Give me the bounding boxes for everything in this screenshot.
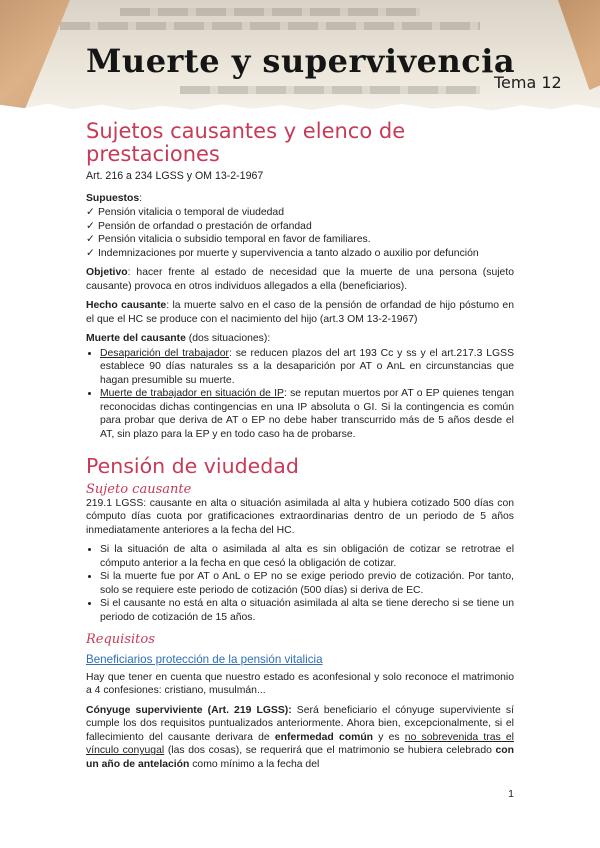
bold-run: enfermedad común [274,731,374,743]
situaciones-list [86,347,514,442]
situacion-text: : se reducen plazos del art 193 Cc y ss y el art.217.3 LGSS establece 90 días naturales ss a la desaparición por AT o AnL en circunstancias que hagan presumible su muerte. [100,347,514,386]
paragraph: 219.1 LGSS: causante en alta o situación asimilada al alta y hubiera cotizado 500 días con cómputo días cuota por gratificaciones extraordinarias dentro de un periodo de 5 años inmediatamente anteriores a la fecha del HC. [86,497,514,536]
subheading-sujeto-causante: Sujeto causante [86,481,192,497]
torn-paper-decoration [540,0,600,112]
objetivo-paragraph [86,266,514,293]
list-item: ✓ Indemnizaciones por muerte y supervivencia a tanto alzado o auxilio por defunción [86,247,514,261]
conyuge-paragraph [86,704,514,772]
newspaper-texture [120,8,420,16]
list-item: ✓ Pensión de orfandad o prestación de orfandad [86,220,514,234]
situacion-label: Desaparición del trabajador [100,347,229,359]
conyuge-label: Cónyuge superviviente (Art. 219 LGSS): [86,704,292,716]
text-run: (las dos cosas), se requerirá que el matrimonio se hubiera celebrado [164,745,496,757]
situacion-label: Muerte de trabajador en situación de IP [100,388,284,400]
supuestos-heading [86,192,514,206]
list-item: • Si la muerte fue por AT o AnL o EP no se exige periodo previo de cotización. Por tanto, solo se requiere este periodo de cotización (500 días) si deriva de EC. [100,570,514,597]
torn-paper-decoration [0,0,70,112]
list-item [100,347,514,388]
muerte-text: (dos situaciones): [185,333,271,345]
list-item [100,387,514,441]
objetivo-text: : hacer frente al estado de necesidad que la muerte de una persona (sujeto causante) provoca en otros individuos allegados a ella (beneficiarios). [86,267,514,292]
underlined-run: no sobrevenida tras el vínculo conyugal [86,731,514,757]
topic-number: Tema 12 [494,73,562,92]
beneficiarios-link[interactable]: Beneficiarios protección de la pensión vitalicia [86,653,323,667]
list-item: • Si la situación de alta o asimilada al alta es sin obligación de cotizar se retrotrae el cómputo anterior a la fecha en que cesó la obligación de cotizar. [100,543,514,570]
list-item: ✓ Pensión vitalicia o temporal de viudedad [86,206,514,220]
muerte-causante-heading [86,332,514,346]
text-run: Será beneficiario el cónyuge superviviente sí cumple los dos requisitos puntualizados anteriormente. Ahora bien, excepcionalmente, si el fallecimiento del causante derivara de [86,704,514,743]
causante-list [86,543,514,624]
objetivo-label: Objetivo [86,267,128,279]
section-heading: Sujetos causantes y elenco de prestaciones [86,119,406,167]
section-heading: Pensión de viudedad [86,454,299,479]
newspaper-texture [60,22,480,30]
list-item: • Si el causante no está en alta o situación asimilada al alta se tiene derecho si se tiene un periodo de cotización de 15 años. [100,597,514,624]
hecho-causante-paragraph [86,299,514,326]
hecho-label: Hecho causante [86,300,167,312]
situacion-text: : se reputan muertos por AT o EP quienes tengan reconocidas dichas contingencias en una IP absoluta o GI. Si la contingencia es común para probar que deriva de AT o EP no debe haber transcurrido más de 5 años desde el AT, sin plazo para la EP y en todo caso ha de probarse. [100,388,514,440]
supuestos-colon: : [139,192,143,204]
legal-reference: Art. 216 a 234 LGSS y OM 13-2-1967 [86,170,264,183]
document-body [86,120,514,777]
torn-edge-decoration [0,96,600,112]
supuestos-label: Supuestos [86,192,140,204]
text-run: como mínimo a la fecha del [189,758,320,770]
newspaper-texture [180,86,480,94]
paragraph: Hay que tener en cuenta que nuestro estado es aconfesional y solo reconoce el matrimonio a 4 confesiones: cristiano, musulmán... [86,671,514,697]
bold-run: con un año de antelación [86,745,515,770]
page-title: Muerte y supervivencia [86,42,516,80]
page-number: 1 [508,788,514,800]
supuestos-list [86,206,514,260]
hecho-text: : la muerte salvo en el caso de la pensión de orfandad de hijo póstumo en el que el HC se produce con el nacimiento del hijo (art.3 OM 13-2-1967) [86,300,514,325]
subheading-requisitos: Requisitos [86,632,155,648]
muerte-label: Muerte del causante [86,333,186,345]
text-run: y es [373,731,405,743]
list-item: ✓ Pensión vitalicia o subsidio temporal en favor de familiares. [86,233,514,247]
